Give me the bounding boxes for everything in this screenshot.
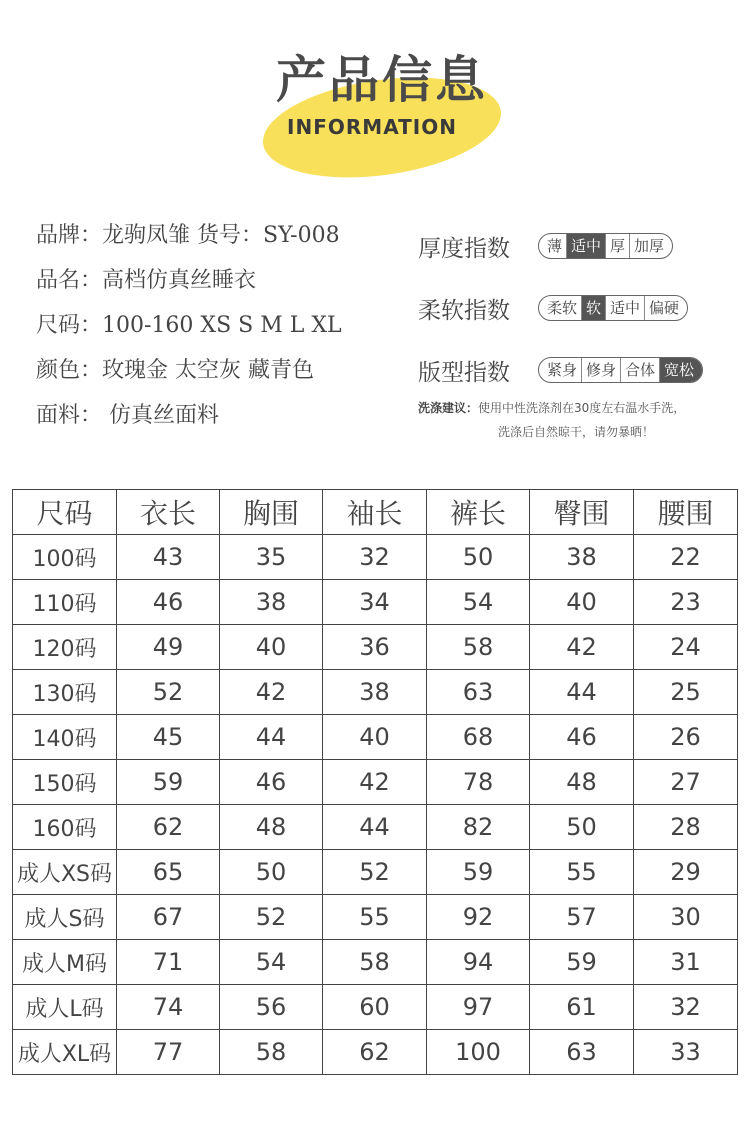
table-cell: 50 [220, 850, 323, 895]
table-cell: 48 [530, 760, 634, 805]
wash-text-1: 使用中性洗涤剂在30度左右温水手洗， [478, 401, 686, 415]
table-row [13, 625, 738, 670]
page-subtitle: INFORMATION [287, 115, 457, 139]
header-length: 衣长 [117, 490, 220, 535]
table-header-row [13, 490, 738, 535]
wash-advice [418, 396, 748, 444]
table-cell-size: 160码 [13, 805, 117, 850]
table-row [13, 535, 738, 580]
table-row [13, 715, 738, 760]
table-cell: 46 [530, 715, 634, 760]
table-cell-size: 140码 [13, 715, 117, 760]
table-cell: 44 [220, 715, 323, 760]
page-title: 产品信息 [276, 51, 488, 109]
table-cell: 59 [117, 760, 220, 805]
scale-option: 薄 [547, 237, 563, 255]
header [0, 0, 750, 190]
table-row [13, 940, 738, 985]
table-row [13, 850, 738, 895]
table-cell: 50 [427, 535, 530, 580]
table-cell: 59 [530, 940, 634, 985]
table-cell: 55 [530, 850, 634, 895]
table-cell: 31 [634, 940, 738, 985]
table-row [13, 760, 738, 805]
index-thickness [418, 215, 738, 277]
table-cell: 35 [220, 535, 323, 580]
table-cell: 40 [530, 580, 634, 625]
table-cell: 65 [117, 850, 220, 895]
indices-panel [418, 215, 738, 401]
index-label: 厚度指数 [418, 235, 510, 262]
table-cell: 92 [427, 895, 530, 940]
table-cell: 48 [220, 805, 323, 850]
table-cell: 42 [323, 760, 427, 805]
scale-option: 紧身 [547, 361, 578, 379]
table-cell: 22 [634, 535, 738, 580]
table-cell: 68 [427, 715, 530, 760]
table-cell: 32 [323, 535, 427, 580]
table-cell-size: 成人L码 [13, 985, 117, 1030]
header-pants-length: 裤长 [427, 490, 530, 535]
table-cell: 26 [634, 715, 738, 760]
table-cell-size: 120码 [13, 625, 117, 670]
scale-option: 合体 [620, 358, 659, 382]
table-cell-size: 100码 [13, 535, 117, 580]
table-cell-size: 150码 [13, 760, 117, 805]
index-label: 柔软指数 [418, 297, 510, 324]
table-cell: 50 [530, 805, 634, 850]
table-cell: 28 [634, 805, 738, 850]
table-cell: 74 [117, 985, 220, 1030]
table-cell: 63 [530, 1030, 634, 1075]
table-cell: 54 [427, 580, 530, 625]
table-cell: 38 [220, 580, 323, 625]
fit-scale [538, 357, 703, 383]
index-fit [418, 339, 738, 401]
table-cell: 62 [117, 805, 220, 850]
header-waist: 腰围 [634, 490, 738, 535]
wash-line-1 [418, 396, 748, 420]
table-cell: 44 [530, 670, 634, 715]
size-table [12, 489, 738, 1075]
table-cell-size: 110码 [13, 580, 117, 625]
table-cell: 44 [323, 805, 427, 850]
table-cell: 78 [427, 760, 530, 805]
table-cell-size: 成人S码 [13, 895, 117, 940]
table-row [13, 805, 738, 850]
index-label: 版型指数 [418, 359, 510, 386]
table-cell: 56 [220, 985, 323, 1030]
scale-option: 修身 [581, 358, 620, 382]
table-cell: 52 [323, 850, 427, 895]
table-row [13, 1030, 738, 1075]
table-cell: 38 [530, 535, 634, 580]
table-cell: 59 [427, 850, 530, 895]
table-cell: 63 [427, 670, 530, 715]
thickness-scale [538, 233, 673, 259]
table-cell: 30 [634, 895, 738, 940]
table-cell: 54 [220, 940, 323, 985]
table-cell: 97 [427, 985, 530, 1030]
softness-scale [538, 295, 688, 321]
table-cell: 25 [634, 670, 738, 715]
table-cell: 67 [117, 895, 220, 940]
table-cell: 57 [530, 895, 634, 940]
table-cell: 34 [323, 580, 427, 625]
table-cell: 58 [323, 940, 427, 985]
table-cell: 58 [220, 1030, 323, 1075]
scale-option: 厚 [605, 234, 629, 258]
scale-option-selected: 软 [581, 296, 605, 320]
table-cell: 38 [323, 670, 427, 715]
info-color: 颜色：玫瑰金 太空灰 藏青色 [36, 358, 314, 383]
table-cell: 36 [323, 625, 427, 670]
scale-option: 加厚 [629, 234, 672, 258]
table-row [13, 580, 738, 625]
table-cell: 24 [634, 625, 738, 670]
header-sleeve: 袖长 [323, 490, 427, 535]
table-cell: 27 [634, 760, 738, 805]
info-brand: 品牌：龙驹凤雏 货号：SY-008 [36, 223, 340, 248]
table-cell: 52 [117, 670, 220, 715]
table-cell: 61 [530, 985, 634, 1030]
table-cell: 29 [634, 850, 738, 895]
table-cell: 40 [220, 625, 323, 670]
scale-option-selected: 宽松 [659, 358, 702, 382]
table-cell: 58 [427, 625, 530, 670]
table-cell: 45 [117, 715, 220, 760]
table-cell: 60 [323, 985, 427, 1030]
table-cell-size: 130码 [13, 670, 117, 715]
product-info [36, 218, 416, 443]
table-cell: 46 [117, 580, 220, 625]
table-row [13, 670, 738, 715]
header-hip: 臀围 [530, 490, 634, 535]
header-size: 尺码 [13, 490, 117, 535]
scale-option: 偏硬 [644, 296, 687, 320]
table-cell: 94 [427, 940, 530, 985]
table-row [13, 895, 738, 940]
table-cell: 42 [220, 670, 323, 715]
table-cell: 33 [634, 1030, 738, 1075]
table-cell: 52 [220, 895, 323, 940]
table-cell-size: 成人XS码 [13, 850, 117, 895]
table-cell: 77 [117, 1030, 220, 1075]
scale-option: 适中 [605, 296, 644, 320]
table-cell: 43 [117, 535, 220, 580]
wash-label: 洗涤建议： [418, 401, 479, 415]
table-cell: 46 [220, 760, 323, 805]
table-cell: 40 [323, 715, 427, 760]
table-body [13, 535, 738, 1075]
table-cell-size: 成人XL码 [13, 1030, 117, 1075]
table-cell: 82 [427, 805, 530, 850]
table-cell: 23 [634, 580, 738, 625]
scale-option-selected: 适中 [566, 234, 605, 258]
table-cell: 100 [427, 1030, 530, 1075]
scale-option: 柔软 [547, 299, 578, 317]
table-cell: 55 [323, 895, 427, 940]
table-cell: 71 [117, 940, 220, 985]
table-cell: 62 [323, 1030, 427, 1075]
table-cell: 49 [117, 625, 220, 670]
table-cell-size: 成人M码 [13, 940, 117, 985]
table-cell: 32 [634, 985, 738, 1030]
info-fabric: 面料： 仿真丝面料 [36, 403, 219, 428]
header-chest: 胸围 [220, 490, 323, 535]
table-row [13, 985, 738, 1030]
info-product-name: 品名：高档仿真丝睡衣 [36, 268, 257, 293]
index-softness [418, 277, 738, 339]
wash-text-2: 洗涤后自然晾干，请勿暴晒！ [498, 425, 655, 439]
info-size: 尺码：100-160 XS S M L XL [36, 313, 342, 338]
table-cell: 42 [530, 625, 634, 670]
